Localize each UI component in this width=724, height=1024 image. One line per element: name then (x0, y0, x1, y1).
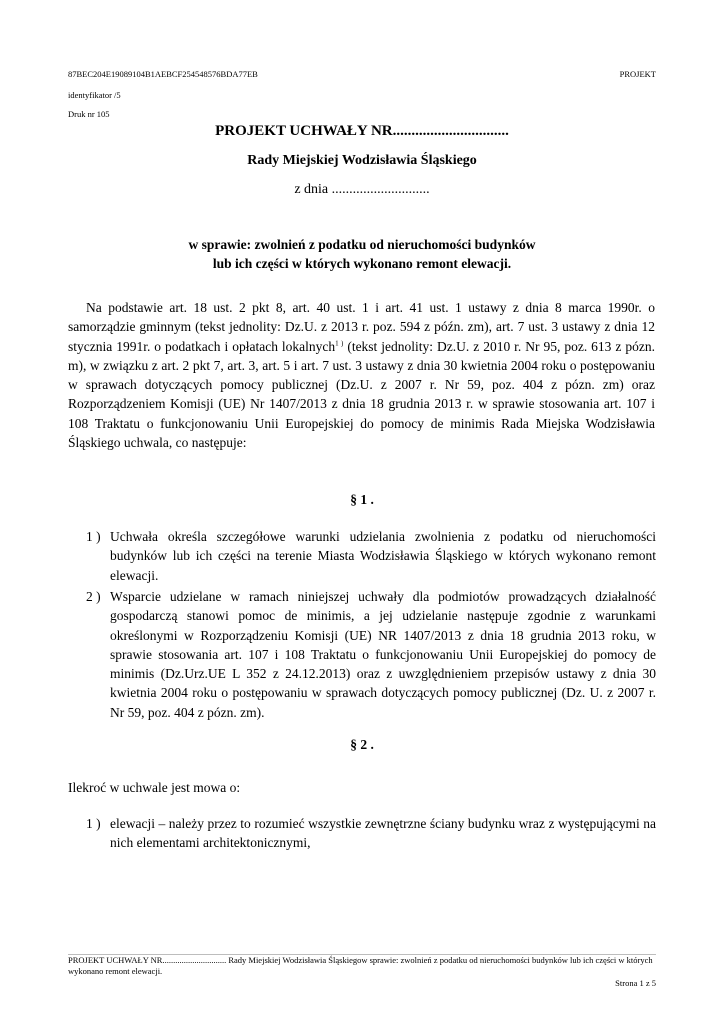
list-item (86, 527, 656, 585)
list-item (86, 814, 656, 853)
document-hash-id: 87BEC204E19089104B1AEBCF254548576BDA77EB (68, 69, 258, 79)
section-2-heading: § 2 . (350, 737, 374, 752)
list-item-number: 1 ) (86, 816, 101, 831)
definitions-lead: Ilekroć w uchwale jest mowa o: (68, 780, 241, 795)
council-name: Rady Miejskiej Wodzisławia Śląskiego (247, 153, 477, 168)
document-status: PROJEKT (619, 69, 656, 79)
list-item-text: Uchwała określa szczegółowe warunki udzielania zwolnienia z podatku od nieruchomości budynków lub ich części na terenie Miasta Wodzisławia Śląskiego w których wykonano remont elewacji. (110, 529, 656, 583)
footer-text: PROJEKT UCHWAŁY NR.............................. Rady Miejskiej Wodzisławia Śląskiegow sprawie: zwolnień z podatku od nieruchomości budynków lub ich części w których wykonano remont elewacji. (68, 955, 653, 976)
section-1-heading: § 1 . (350, 492, 374, 507)
list-item-text: elewacji – należy przez to rozumieć wszystkie zewnętrzne ściany budynku wraz z występującymi na nich elementami architektonicznymi, (110, 816, 656, 851)
resolution-title: PROJEKT UCHWAŁY NR............................... (215, 123, 509, 139)
resolution-date: z dnia ............................ (294, 182, 430, 197)
preamble-part-1: Na podstawie art. 18 ust. 2 pkt 8, art. 40 ust. 1 i art. 41 ust. 1 ustawy z dnia 8 marca 1990r. o samorządzie gminnym (tekst jednolity: Dz.U. z 2013 r. poz. 594 z późn. zm), art. 7 ust. 3 ustawy z dnia 12 stycznia 1991r. o podatkach i opłatach lokalnych (68, 300, 655, 354)
subject-line-2: lub ich części w których wykonano remont elewacji. (212, 256, 512, 271)
print-number: Druk nr 105 (68, 109, 110, 119)
footnote-mark: 1 ) (335, 339, 344, 348)
list-item-number: 2 ) (86, 589, 101, 604)
preamble-part-2: (tekst jednolity: Dz.U. z 2010 r. Nr 95, poz. 613 z pózn. m), w związku z art. 2 pkt 7, art. 3, art. 5 i art. 7 ust. 3 ustawy z dnia 30 kwietnia 2004 roku o postępowaniu w sprawach dotyczących pomocy publicznej (Dz.U. z 2007 r. Nr 59, poz. 404 z pózn. zm) oraz Rozporządzeniem Komisji (UE) Nr 1407/2013 z dnia 18 grudnia 2013 r. w sprawie stosowania art. 107 i 108 Traktatu o funkcjonowaniu Unii Europejskiej do pomocy de minimis Rada Miejska Wodzisławia Śląskiego uchwala, co następuje: (68, 338, 655, 451)
resolution-subject (68, 235, 656, 273)
list-item (86, 587, 656, 722)
subject-line-1: w sprawie: zwolnień z podatku od nieruchomości budynków (188, 237, 536, 252)
list-item-number: 1 ) (86, 529, 101, 544)
document-identifier: identyfikator /5 (68, 90, 121, 100)
list-item-text: Wsparcie udzielane w ramach niniejszej uchwały dla podmiotów prowadzących działalność gospodarczą stanowi pomoc de minimis, a jej udzielanie następuje zgodnie z warunkami określonymi w Rozporządzeniu Komisji (UE) NR 1407/2013 z dnia 18 grudnia 2013 roku, w sprawie stosowania art. 107 i 108 Traktatu o funkcjonowaniu Unii Europejskiej do pomocy de minimis (Dz.Urz.UE L 352 z 24.12.2013) oraz z uwzględnieniem przepisów ustawy z dnia 30 kwietnia 2004 roku o postępowaniu w sprawach dotyczących pomocy publicznej (Dz. U. z 2007 r. Nr 59, poz. 404 z pózn. zm). (110, 589, 656, 720)
page-number: Strona 1 z 5 (615, 978, 656, 988)
preamble-paragraph (68, 298, 655, 452)
